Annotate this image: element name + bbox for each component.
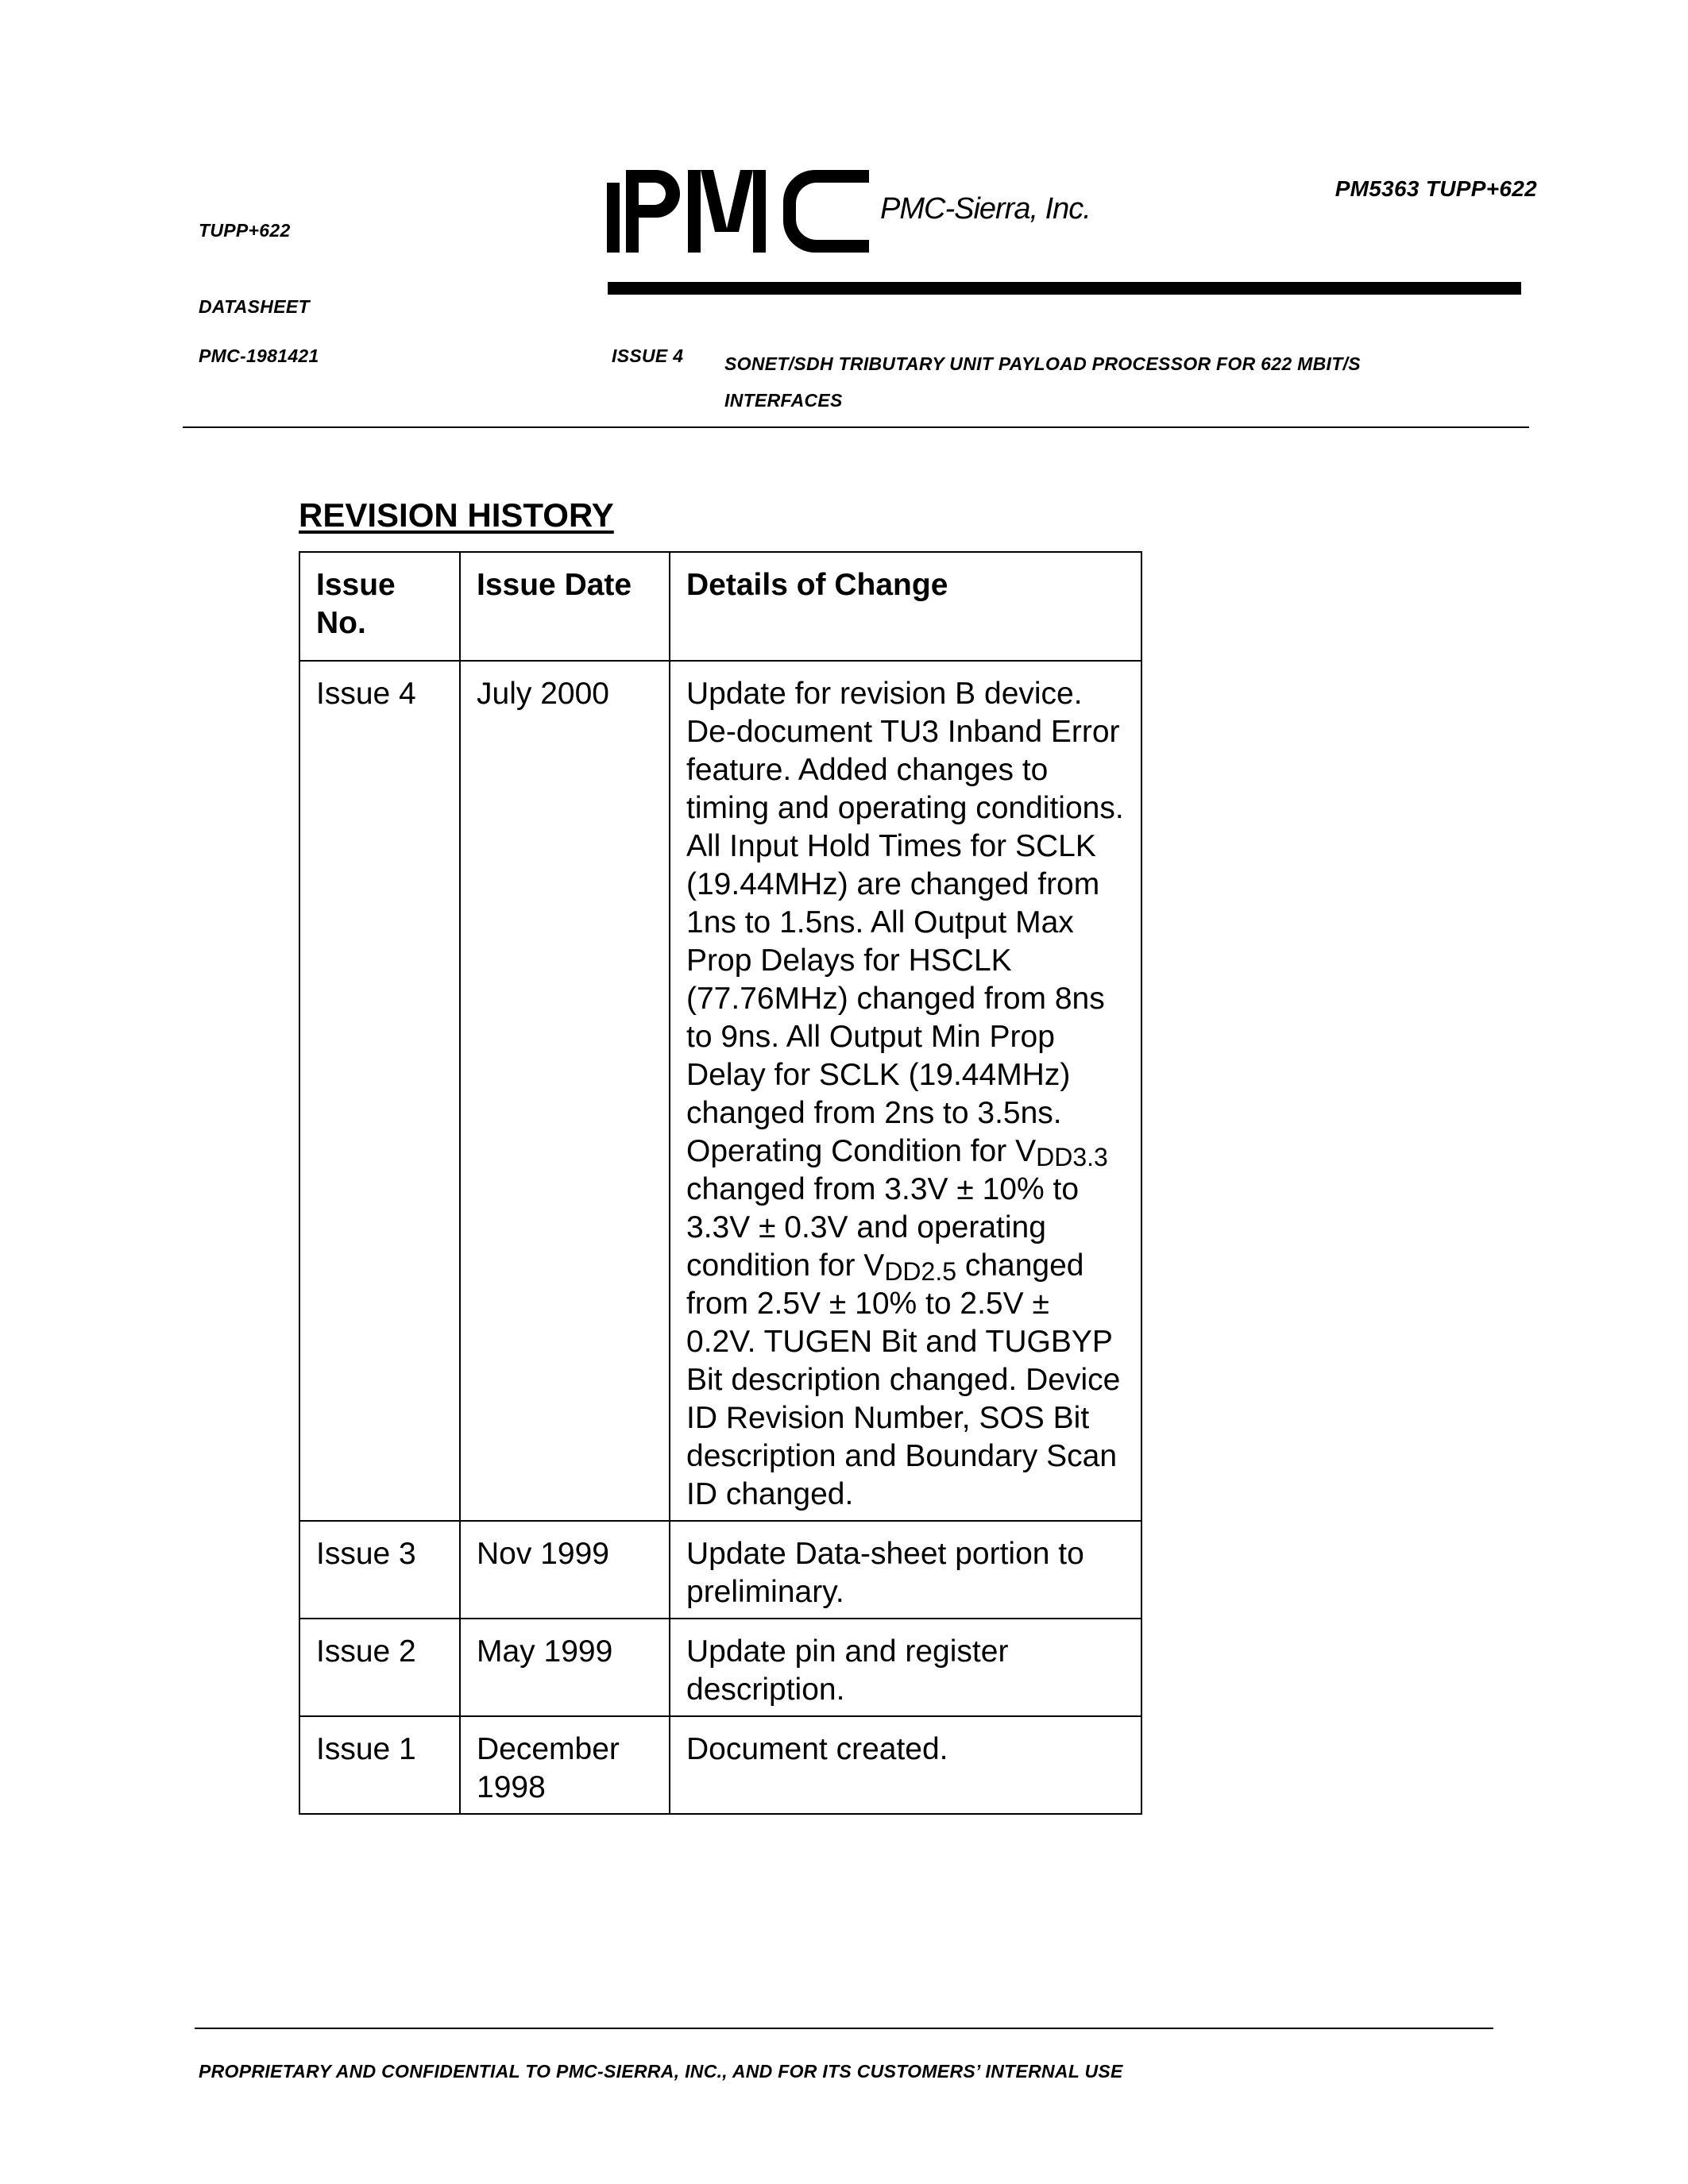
table-header-row [299, 552, 1141, 661]
table-row [299, 1521, 1141, 1619]
header-issue: ISSUE 4 [612, 345, 684, 366]
subscript-vdd33: DD3.3 [1036, 1143, 1108, 1171]
table-row [299, 1716, 1141, 1814]
cell-issue: Issue 1 [299, 1716, 460, 1814]
details-text: changed from 3.3V ± 10% to 3.3V ± 0.3V and operating condition for V [686, 1172, 1080, 1283]
cell-date: December 1998 [460, 1716, 670, 1814]
cell-date: July 2000 [460, 661, 670, 1521]
column-header-issue-no: Issue No. [299, 552, 460, 661]
header-document-number: PMC-1981421 [199, 345, 319, 366]
cell-details: Update pin and register description. [670, 1619, 1141, 1716]
section-title: REVISION HISTORY [299, 496, 614, 534]
details-text: Update for revision B device. De-document TU3 Inband Error feature. Added changes to timing and operating conditions. All Input Hold Times for SCLK (19.44MHz) are changed from 1ns to 1.5ns. All Output Max Prop Delays for HSCLK (77.76MHz) changed from 8ns to 9ns. All Output Min Prop Delay for SCLK (19.44MHz) changed from 2ns to 3.5ns. Operating Condition for V [686, 677, 1124, 1168]
cell-date: May 1999 [460, 1619, 670, 1716]
header-document-type: DATASHEET [199, 296, 310, 317]
header-description: SONET/SDH TRIBUTARY UNIT PAYLOAD PROCESSOR FOR 622 MBIT/S INTERFACES [724, 353, 1361, 411]
cell-issue: Issue 4 [299, 661, 460, 1521]
header-divider [183, 426, 1529, 428]
pmc-logo-text: PMC [607, 167, 609, 168]
cell-issue: Issue 3 [299, 1521, 460, 1619]
table-row [299, 661, 1141, 1521]
cell-details: Document created. [670, 1716, 1141, 1814]
cell-details: Update Data-sheet portion to preliminary. [670, 1521, 1141, 1619]
table-row [299, 1619, 1141, 1716]
revision-history-table [299, 551, 1142, 1815]
cell-date: Nov 1999 [460, 1521, 670, 1619]
column-header-issue-date: Issue Date [460, 552, 670, 661]
column-header-details: Details of Change [670, 552, 1141, 661]
footer-text: PROPRIETARY AND CONFIDENTIAL TO PMC-SIERRA, INC., AND FOR ITS CUSTOMERS’ INTERNAL USE [199, 2061, 1123, 2082]
subscript-vdd25: DD2.5 [884, 1257, 957, 1286]
cell-issue: Issue 2 [299, 1619, 460, 1716]
header-part-number: PM5363 TUPP+622 [1335, 176, 1537, 201]
footer-divider [195, 2028, 1493, 2029]
header-thick-rule [608, 282, 1521, 295]
header-device-name: TUPP+622 [199, 220, 291, 241]
company-name: PMC-Sierra, Inc. [880, 192, 1091, 226]
details-text: changed from 2.5V ± 10% to 2.5V ± 0.2V. TUGEN Bit and TUGBYP Bit description changed. Device ID Revision Number, SOS Bit description and Boundary Scan ID changed. [686, 1248, 1121, 1511]
cell-details [670, 661, 1141, 1521]
pmc-logo [607, 167, 869, 253]
